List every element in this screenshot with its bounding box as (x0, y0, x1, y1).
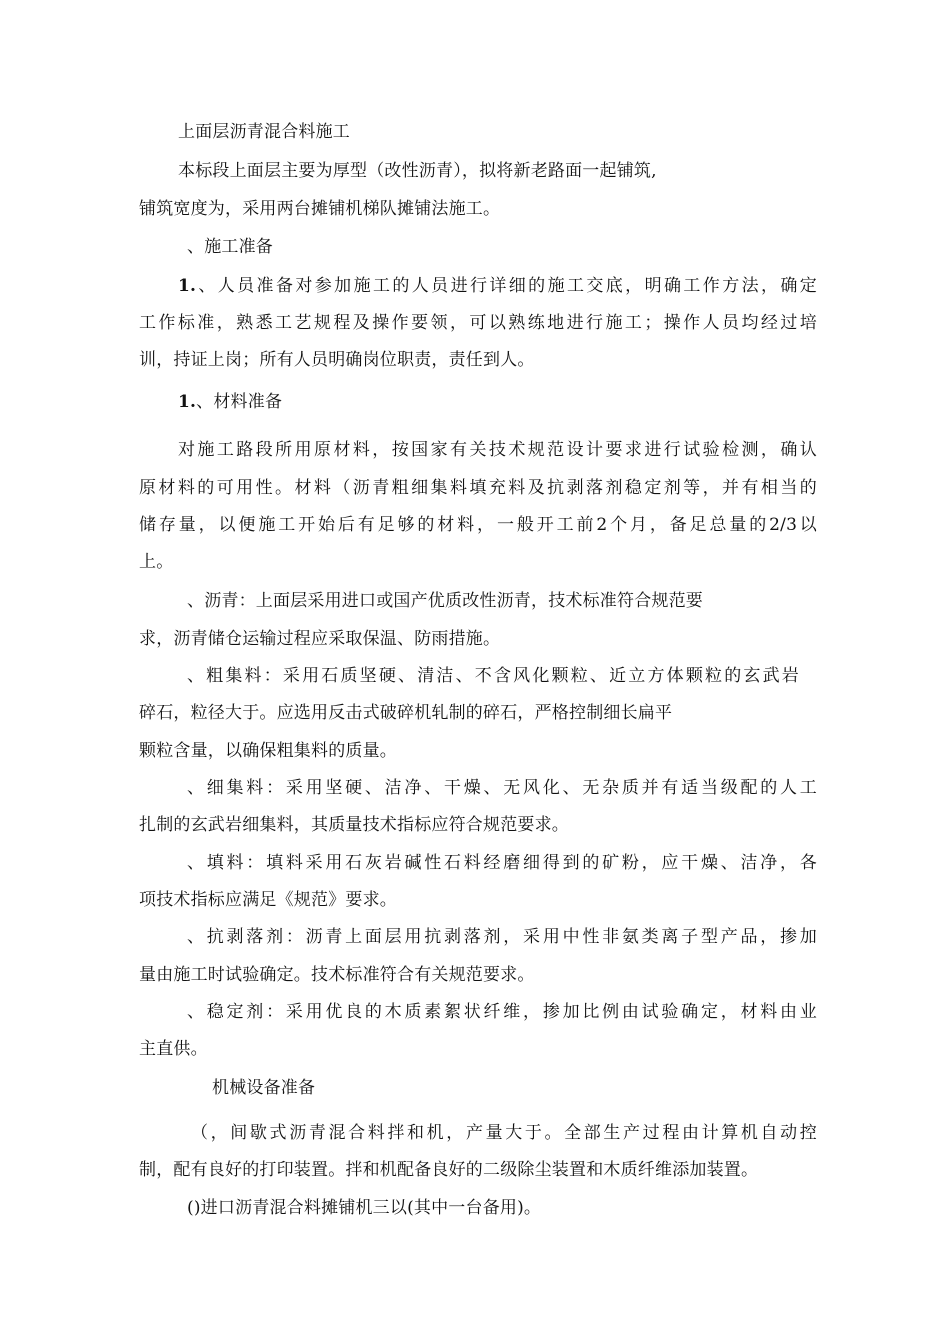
material-para-line-2: 原材料的可用性。材料（沥青粗细集料填充料及抗剥落剂稳定剂等，并有相当的 (139, 478, 817, 498)
fine-aggregate-line-2: 扎制的玄武岩细集料，其质量技术指标应符合规范要求。 (139, 815, 569, 835)
asphalt-line-2: 求，沥青储仓运输过程应采取保温、防雨措施。 (139, 629, 501, 649)
intro-line-1: 本标段上面层主要为厚型（改性沥青），拟将新老路面一起铺筑, (178, 161, 657, 181)
material-para-line-3: 储存量，以便施工开始后有足够的材料，一般开工前2个月，备足总量的2/3以 (139, 515, 817, 535)
heading-construction-prep: 、施工准备 (187, 237, 273, 257)
material-prep-text: 、材料准备 (196, 392, 283, 412)
material-para-line-4: 上。 (139, 552, 174, 572)
intro-line-2: 铺筑宽度为，采用两台摊铺机梯队摊铺法施工。 (139, 199, 501, 219)
heading-material-prep (178, 390, 282, 414)
mixer-line-1: （，间歇式沥青混合料拌和机，产量大于。全部生产过程由计算机自动控 (191, 1123, 817, 1143)
staff-prep-line-2: 工作标准，熟悉工艺规程及操作要领，可以熟练地进行施工；操作人员均经过培 (139, 313, 817, 333)
asphalt-line-1: 、沥青：上面层采用进口或国产优质改性沥青，技术标准符合规范要 (187, 591, 703, 611)
heading-equipment-prep: 机械设备准备 (212, 1078, 316, 1098)
coarse-aggregate-line-1: 、粗集料：采用石质坚硬、清洁、不含风化颗粒、近立方体颗粒的玄武岩 (187, 666, 799, 686)
antistrip-line-1: 、抗剥落剂：沥青上面层用抗剥落剂，采用中性非氨类离子型产品，掺加 (187, 927, 817, 947)
filler-line-1: 、填料：填料采用石灰岩碱性石料经磨细得到的矿粉，应干燥、洁净，各 (187, 853, 817, 873)
mixer-line-2: 制，配有良好的打印装置。拌和机配备良好的二级除尘装置和木质纤维添加装置。 (139, 1160, 759, 1180)
coarse-aggregate-line-2: 碎石，粒径大于。应选用反击式破碎机轧制的碎石，严格控制细长扁平 (139, 703, 673, 723)
staff-prep-line-1 (178, 274, 817, 298)
section-title: 上面层沥青混合料施工 (178, 122, 350, 142)
stabilizer-line-2: 主直供。 (139, 1039, 208, 1059)
paver-line: ()进口沥青混合料摊铺机三以(其中一台备用)。 (187, 1198, 542, 1218)
material-para-line-1: 对施工路段所用原材料，按国家有关技术规范设计要求进行试验检测，确认 (178, 440, 817, 460)
coarse-aggregate-line-3: 颗粒含量，以确保粗集料的质量。 (139, 741, 397, 761)
staff-prep-line-3: 训，持证上岗；所有人员明确岗位职责，责任到人。 (139, 350, 535, 370)
staff-prep-text: 、人员准备对参加施工的人员进行详细的施工交底，明确工作方法，确定 (196, 276, 817, 296)
filler-line-2: 项技术指标应满足《规范》要求。 (139, 890, 397, 910)
material-prep-number: 1. (178, 392, 197, 412)
antistrip-line-2: 量由施工时试验确定。技术标准符合有关规范要求。 (139, 965, 535, 985)
fine-aggregate-line-1: 、细集料：采用坚硬、洁净、干燥、无风化、无杂质并有适当级配的人工 (187, 778, 817, 798)
stabilizer-line-1: 、稳定剂：采用优良的木质素絮状纤维，掺加比例由试验确定，材料由业 (187, 1002, 817, 1022)
staff-prep-number: 1. (178, 276, 197, 296)
